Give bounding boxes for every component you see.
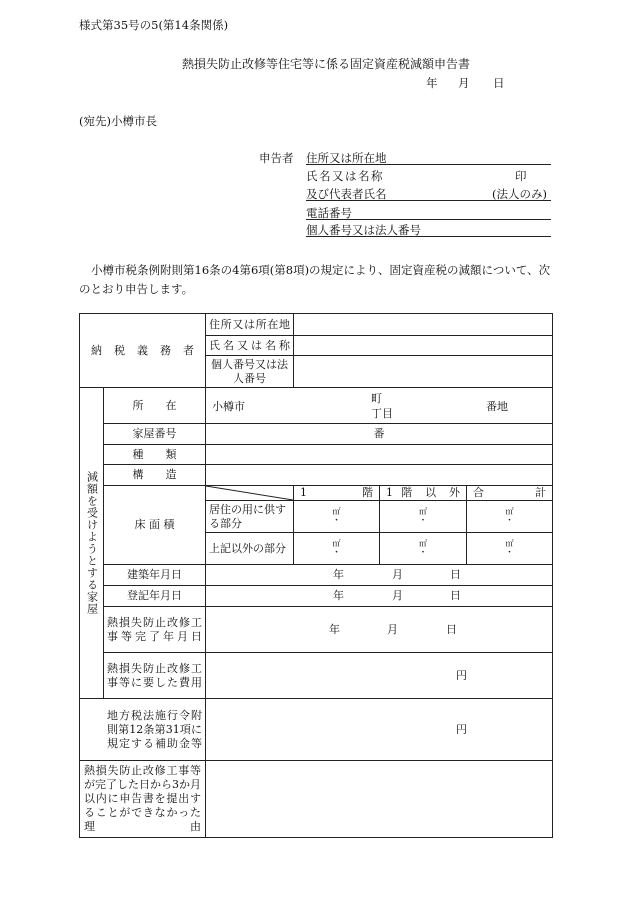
form-number: 様式第35号の5(第14条関係) [79, 18, 229, 32]
applicant-rep-label: 及び代表者氏名 [306, 187, 387, 201]
house-number-label: 家屋番号 [104, 424, 206, 445]
location-label: 所 在 [104, 388, 206, 424]
floor-area-label: 床 面 積 [104, 486, 206, 565]
applicant-rep-line [306, 200, 551, 201]
applicant-id-line [306, 236, 551, 237]
applicant-id-label: 個人番号又は法人番号 [306, 223, 421, 237]
floor-area-diagonal-cell [206, 486, 294, 501]
completion-date-label: 熱損失防止改修工事等完了年月日 [104, 607, 206, 653]
taxpayer-id-label: 個人番号又は法人番号 [206, 356, 294, 388]
kind-field[interactable] [206, 445, 553, 465]
location-field[interactable] [206, 388, 553, 424]
floor-row-other: 上記以外の部分 [206, 533, 294, 565]
taxpayer-address-label: 住所又は所在地 [206, 314, 294, 336]
seal-mark: 印 [515, 169, 527, 183]
location-chome: 丁目 [371, 406, 393, 420]
date-year-label: 年 [426, 76, 438, 90]
applicant-address-line [306, 164, 551, 165]
applicant-address-label: 住所又は所在地 [306, 151, 387, 165]
kind-label: 種 類 [104, 445, 206, 465]
applicant-name-label: 氏名又は名称 [306, 169, 384, 183]
floor-other-total[interactable]: ㎡ ・ [467, 533, 553, 565]
house-number-unit: 番 [373, 427, 385, 440]
registered-date-field[interactable]: 年 月 日 [206, 586, 553, 607]
body-text-line1: 小樽市税条例附則第16条の4第6項(第8項)の規定により、固定資産税の減額について、次 [91, 263, 551, 277]
floor-residential-total[interactable]: ㎡ ・ [467, 501, 553, 533]
registered-date-label: 登記年月日 [104, 586, 206, 607]
house-section-label: 減額を受けようとする家屋 [80, 388, 104, 699]
addressee: (宛先)小樽市長 [79, 114, 157, 128]
subsidy-field[interactable]: 円 [206, 699, 553, 761]
structure-field[interactable] [206, 465, 553, 486]
date-month-label: 月 [458, 76, 470, 90]
house-number-field[interactable] [206, 424, 553, 445]
applicant-phone-label: 電話番号 [306, 206, 352, 220]
cost-label: 熱損失防止改修工事等に要した費用 [104, 653, 206, 699]
floor-row-residential: 居住の用に供する部分 [206, 501, 294, 533]
floor-col-total: 合 計 [467, 486, 553, 501]
floor-residential-first[interactable]: ㎡ ・ [294, 501, 380, 533]
taxpayer-name-field[interactable] [294, 336, 553, 356]
body-text-line2: のとおり申告します。 [79, 282, 194, 296]
taxpayer-address-field[interactable] [294, 314, 553, 336]
built-date-label: 建築年月日 [104, 565, 206, 586]
structure-label: 構 造 [104, 465, 206, 486]
applicant-label: 申告者 [259, 151, 294, 165]
taxpayer-id-field[interactable] [294, 356, 553, 388]
floor-col-other: 1 階 以 外 [380, 486, 467, 501]
corp-only-note: (法人のみ) [492, 187, 547, 201]
taxpayer-section-label: 納 税 義 務 者 [80, 314, 206, 388]
document-title: 熱損失防止改修等住宅等に係る固定資産税減額申告書 [182, 57, 471, 71]
built-date-field[interactable]: 年 月 日 [206, 565, 553, 586]
application-table [79, 313, 553, 838]
location-town: 町 [371, 391, 382, 405]
cost-field[interactable]: 円 [206, 653, 553, 699]
date-day-label: 日 [493, 76, 505, 90]
applicant-phone-line [306, 219, 551, 220]
floor-col-first: 1 階 [294, 486, 380, 501]
completion-date-field[interactable]: 年 月 日 [206, 607, 553, 653]
floor-other-first[interactable]: ㎡ ・ [294, 533, 380, 565]
floor-other-other[interactable]: ㎡ ・ [380, 533, 467, 565]
late-reason-field[interactable] [206, 761, 553, 838]
location-city: 小樽市 [212, 399, 245, 413]
floor-residential-other[interactable]: ㎡ ・ [380, 501, 467, 533]
late-reason-label: 熱損失防止改修工事等が完了した日から3か月以内に申告書を提出することができなかった理由 [80, 761, 206, 838]
taxpayer-name-label: 氏名又は名称 [206, 336, 294, 356]
subsidy-label: 地方税法施行令附則第12条第31項に規定する補助金等 [80, 699, 206, 761]
location-banchi: 番地 [486, 399, 508, 413]
